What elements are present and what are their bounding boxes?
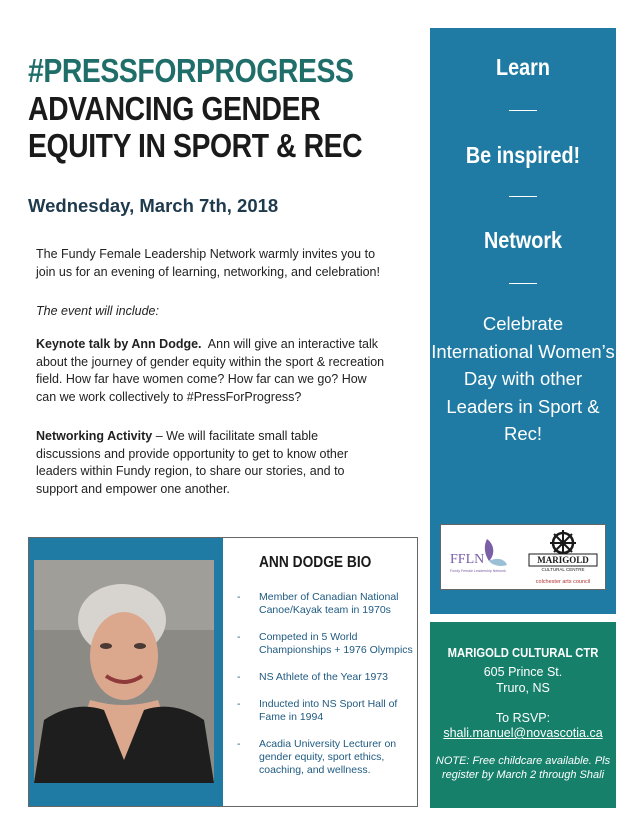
list-item xyxy=(237,738,413,777)
rsvp-label: To RSVP: xyxy=(495,711,551,725)
networking-text: – We will facilitate small table discussions and provide opportunity to get to know other leaders within Fundy region, to share our stories, and to support and empower one another. xyxy=(36,429,348,496)
venue-address-line2: Truro, NS xyxy=(496,681,550,695)
ann-dodge-photo xyxy=(34,560,214,783)
portrait-image xyxy=(34,560,214,783)
photo-panel xyxy=(29,538,223,806)
marigold-logo-sub: CULTURAL CENTRE xyxy=(541,567,585,572)
divider xyxy=(509,110,537,111)
marigold-logo-icon xyxy=(525,529,601,587)
intro-paragraph: The Fundy Female Leadership Network warmly invites you to join us for an evening of learning, networking, and celebration! xyxy=(36,247,380,279)
bio-title: ANN DODGE BIO xyxy=(259,554,372,571)
list-item xyxy=(237,631,413,657)
divider xyxy=(509,196,537,197)
fflin-logo-text: FFLN xyxy=(450,552,485,567)
list-dash: - xyxy=(237,631,241,643)
networking-heading: Networking Activity xyxy=(36,429,153,443)
childcare-note: NOTE: Free childcare available. Pls register by March 2 through Shali xyxy=(435,755,611,781)
page-title xyxy=(28,90,362,164)
bio-item-text: NS Athlete of the Year 1973 xyxy=(259,671,389,683)
keynote-text: Ann will give an interactive talk about the journey of gender equity within the sport & recreation field. How far have women come? How far can we go? How can we work collectively to #PressForProgress? xyxy=(36,337,385,404)
venue-name: MARIGOLD CULTURAL CTR xyxy=(447,646,599,660)
fflin-logo-icon xyxy=(449,535,509,583)
keynote-paragraph xyxy=(36,336,386,406)
bio-item-text: Acadia University Lecturer on gender equity, sport ethics, coaching, and wellness. xyxy=(259,738,397,776)
celebrate-text: Celebrate International Women’s Day with other Leaders in Sport & Rec! xyxy=(431,313,615,444)
event-date: Wednesday, March 7th, 2018 xyxy=(28,195,279,216)
venue-address-line1: 605 Prince St. xyxy=(483,665,563,679)
hashtag-heading: #PRESSFORPROGRESS xyxy=(28,52,354,89)
list-item xyxy=(237,591,413,617)
list-item xyxy=(237,698,413,724)
include-label: The event will include: xyxy=(36,304,159,318)
fflin-logo-sub: Fundy Female Leadership Network xyxy=(450,569,506,573)
list-item xyxy=(237,671,413,684)
council-logo-text: colchester arts council xyxy=(535,579,591,585)
title-line-2: EQUITY IN SPORT & REC xyxy=(28,127,363,164)
rsvp-email-link[interactable]: shali.manuel@novascotia.ca xyxy=(443,726,603,740)
highlight-network: Network xyxy=(483,227,563,253)
bio-item-text: Member of Canadian National Canoe/Kayak team in 1970s xyxy=(259,591,399,616)
divider xyxy=(509,283,537,284)
networking-paragraph xyxy=(36,428,386,498)
sponsor-logos xyxy=(440,524,606,590)
title-line-1: ADVANCING GENDER xyxy=(28,90,321,127)
list-dash: - xyxy=(237,671,241,683)
list-dash: - xyxy=(237,738,241,750)
marigold-logo-text: MARIGOLD xyxy=(537,555,589,565)
list-dash: - xyxy=(237,698,241,710)
location-panel xyxy=(430,622,616,808)
bio-section xyxy=(28,537,418,807)
bio-item-text: Competed in 5 World Championships + 1976 Olympics xyxy=(259,631,413,656)
bio-list xyxy=(237,591,413,791)
highlights-panel xyxy=(430,28,616,614)
keynote-heading: Keynote talk by Ann Dodge. xyxy=(36,337,202,351)
highlight-be-inspired: Be inspired! xyxy=(465,142,581,168)
list-dash: - xyxy=(237,591,241,603)
bio-item-text: Inducted into NS Sport Hall of Fame in 1994 xyxy=(259,698,398,723)
highlight-learn: Learn xyxy=(496,54,550,80)
